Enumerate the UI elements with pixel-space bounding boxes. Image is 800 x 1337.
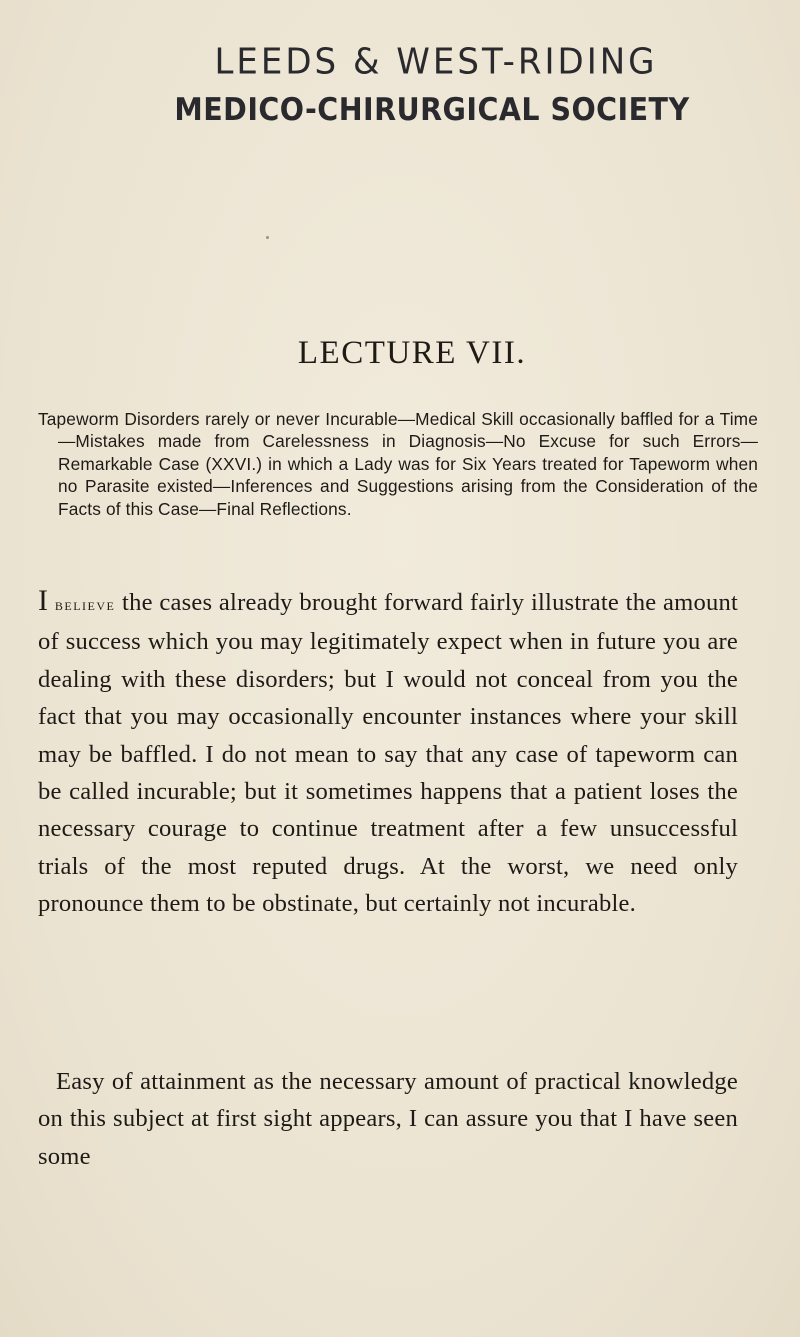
paragraph-2: Easy of attainment as the necessary amount of practical knowledge on this subject at first sight appears, I can assure you that I have seen some <box>38 1068 738 1170</box>
paragraph-1-initial: I <box>38 584 49 617</box>
library-stamp-line-2: MEDICO-CHIRURGICAL SOCIETY <box>174 92 690 128</box>
paragraph-1-smallcaps: believe <box>54 595 116 614</box>
lecture-heading: LECTURE VII. <box>297 335 527 371</box>
paragraph-1 <box>38 582 738 923</box>
speck-mark <box>266 236 269 239</box>
lecture-summary: Tapeworm Disorders rarely or never Incurable—Medical Skill occasionally baffled for a Time—Mistakes made from Carelessness in Diagnosis—No Excuse for such Errors—Remarkable Case (XXVI.) in which a Lady was for Six Years treated for Tapeworm when no Parasite existed—Inferences and Suggestions arising from the Consideration of the Facts of this Case—Final Reflections. <box>38 409 758 519</box>
library-stamp-line-1: LEEDS & WEST-RIDING <box>214 41 658 83</box>
paragraph-1-text: the cases already brought forward fairly illustrate the amount of success which you may legitimately expect when in future you are dealing with these disorders; but I would not conceal from you the fact that you may occasionally encounter instances where your skill may be baffled. I do not mean to say that any case of tapeworm can be called incurable; but it sometimes happens that a patient loses the necessary courage to continue treatment after a few unsuccessful trials of the most reputed drugs. At the worst, we need only pronounce them to be obstinate, but certainly not incurable. <box>38 589 738 918</box>
